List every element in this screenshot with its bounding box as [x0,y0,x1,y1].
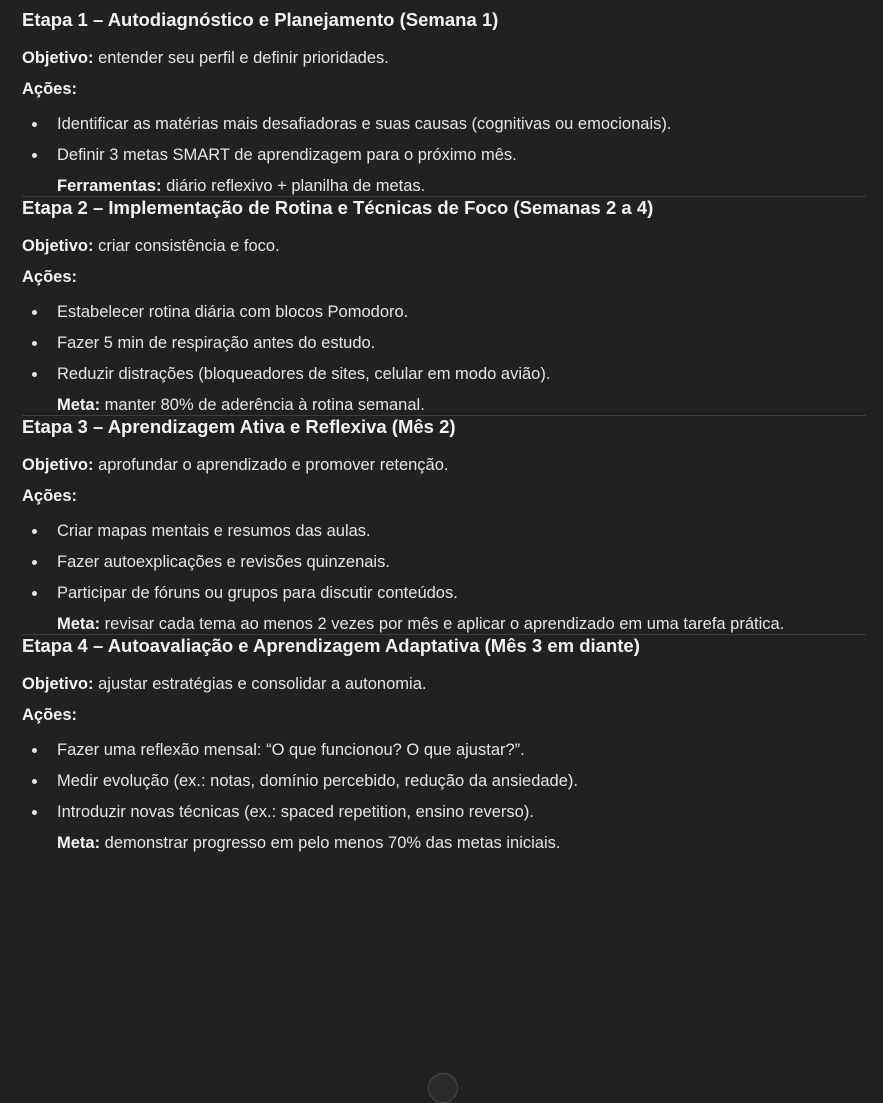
list-item [22,583,866,603]
list-item [22,552,866,572]
list-item-text: Participar de fóruns ou grupos para discutir conteúdos. [57,584,458,602]
list-item [22,802,866,822]
objective-text: aprofundar o aprendizado e promover retenção. [93,456,449,474]
bullet-icon [32,810,37,815]
chat-message-content [22,0,866,853]
list-item [22,114,866,134]
bullet-icon [32,122,37,127]
objective-label: Objetivo: [22,456,94,474]
objective-text: ajustar estratégias e consolidar a autonomia. [93,675,427,693]
objective-line [22,48,866,68]
list-item-text: Introduzir novas técnicas (ex.: spaced repetition, ensino reverso). [57,803,534,821]
goal-text: demonstrar progresso em pelo menos 70% das metas iniciais. [100,834,561,852]
bullet-icon [32,372,37,377]
list-item-text: Definir 3 metas SMART de aprendizagem para o próximo mês. [57,146,517,164]
bullet-icon [32,591,37,596]
bullet-icon [32,310,37,315]
actions-list [22,302,866,384]
bullet-icon [32,153,37,158]
objective-text: entender seu perfil e definir prioridades. [93,49,389,67]
list-item-text: Estabelecer rotina diária com blocos Pomodoro. [57,303,409,321]
goal-line [22,614,866,634]
objective-line [22,674,866,694]
list-item [22,771,866,791]
list-item [22,521,866,541]
objective-line [22,236,866,256]
list-item-text: Fazer 5 min de respiração antes do estudo. [57,334,376,352]
bullet-icon [32,748,37,753]
goal-label: Meta: [57,834,101,852]
section-title: Etapa 2 – Implementação de Rotina e Técnicas de Foco (Semanas 2 a 4) [22,197,654,218]
objective-line [22,455,866,475]
actions-label: Ações: [22,487,78,505]
goal-label: Meta: [57,396,101,414]
objective-text: criar consistência e foco. [93,237,280,255]
actions-list [22,114,866,165]
list-item [22,333,866,353]
actions-label: Ações: [22,706,78,724]
tools-text: diário reflexivo + planilha de metas. [161,177,426,195]
list-item-text: Fazer uma reflexão mensal: “O que funcionou? O que ajustar?”. [57,741,525,759]
list-item-text: Medir evolução (ex.: notas, domínio percebido, redução da ansiedade). [57,772,578,790]
goal-text: manter 80% de aderência à rotina semanal. [100,396,425,414]
section-etapa-3 [22,416,866,634]
tools-label: Ferramentas: [57,177,162,195]
goal-label: Meta: [57,615,101,633]
scroll-down-button[interactable] [428,1073,458,1103]
section-etapa-1 [22,0,866,196]
section-title: Etapa 1 – Autodiagnóstico e Planejamento (Semana 1) [22,9,499,30]
actions-label: Ações: [22,268,78,286]
list-item-text: Fazer autoexplicações e revisões quinzenais. [57,553,390,571]
section-title: Etapa 4 – Autoavaliação e Aprendizagem Adaptativa (Mês 3 em diante) [22,635,640,656]
goal-text: revisar cada tema ao menos 2 vezes por mês e aplicar o aprendizado em uma tarefa prática. [100,615,785,633]
list-item [22,145,866,165]
list-item-text: Reduzir distrações (bloqueadores de sites, celular em modo avião). [57,365,551,383]
goal-line [22,395,866,415]
bullet-icon [32,341,37,346]
objective-label: Objetivo: [22,675,94,693]
list-item-text: Criar mapas mentais e resumos das aulas. [57,522,371,540]
objective-label: Objetivo: [22,49,94,67]
actions-label: Ações: [22,80,78,98]
list-item-text: Identificar as matérias mais desafiadoras e suas causas (cognitivas ou emocionais). [57,115,672,133]
tools-line [22,176,866,196]
section-etapa-2 [22,197,866,415]
list-item [22,740,866,760]
list-item [22,302,866,322]
actions-list [22,740,866,822]
bullet-icon [32,529,37,534]
bullet-icon [32,560,37,565]
section-title: Etapa 3 – Aprendizagem Ativa e Reflexiva (Mês 2) [22,416,456,437]
objective-label: Objetivo: [22,237,94,255]
list-item [22,364,866,384]
bullet-icon [32,779,37,784]
goal-line [22,833,866,853]
actions-list [22,521,866,603]
section-etapa-4 [22,635,866,853]
